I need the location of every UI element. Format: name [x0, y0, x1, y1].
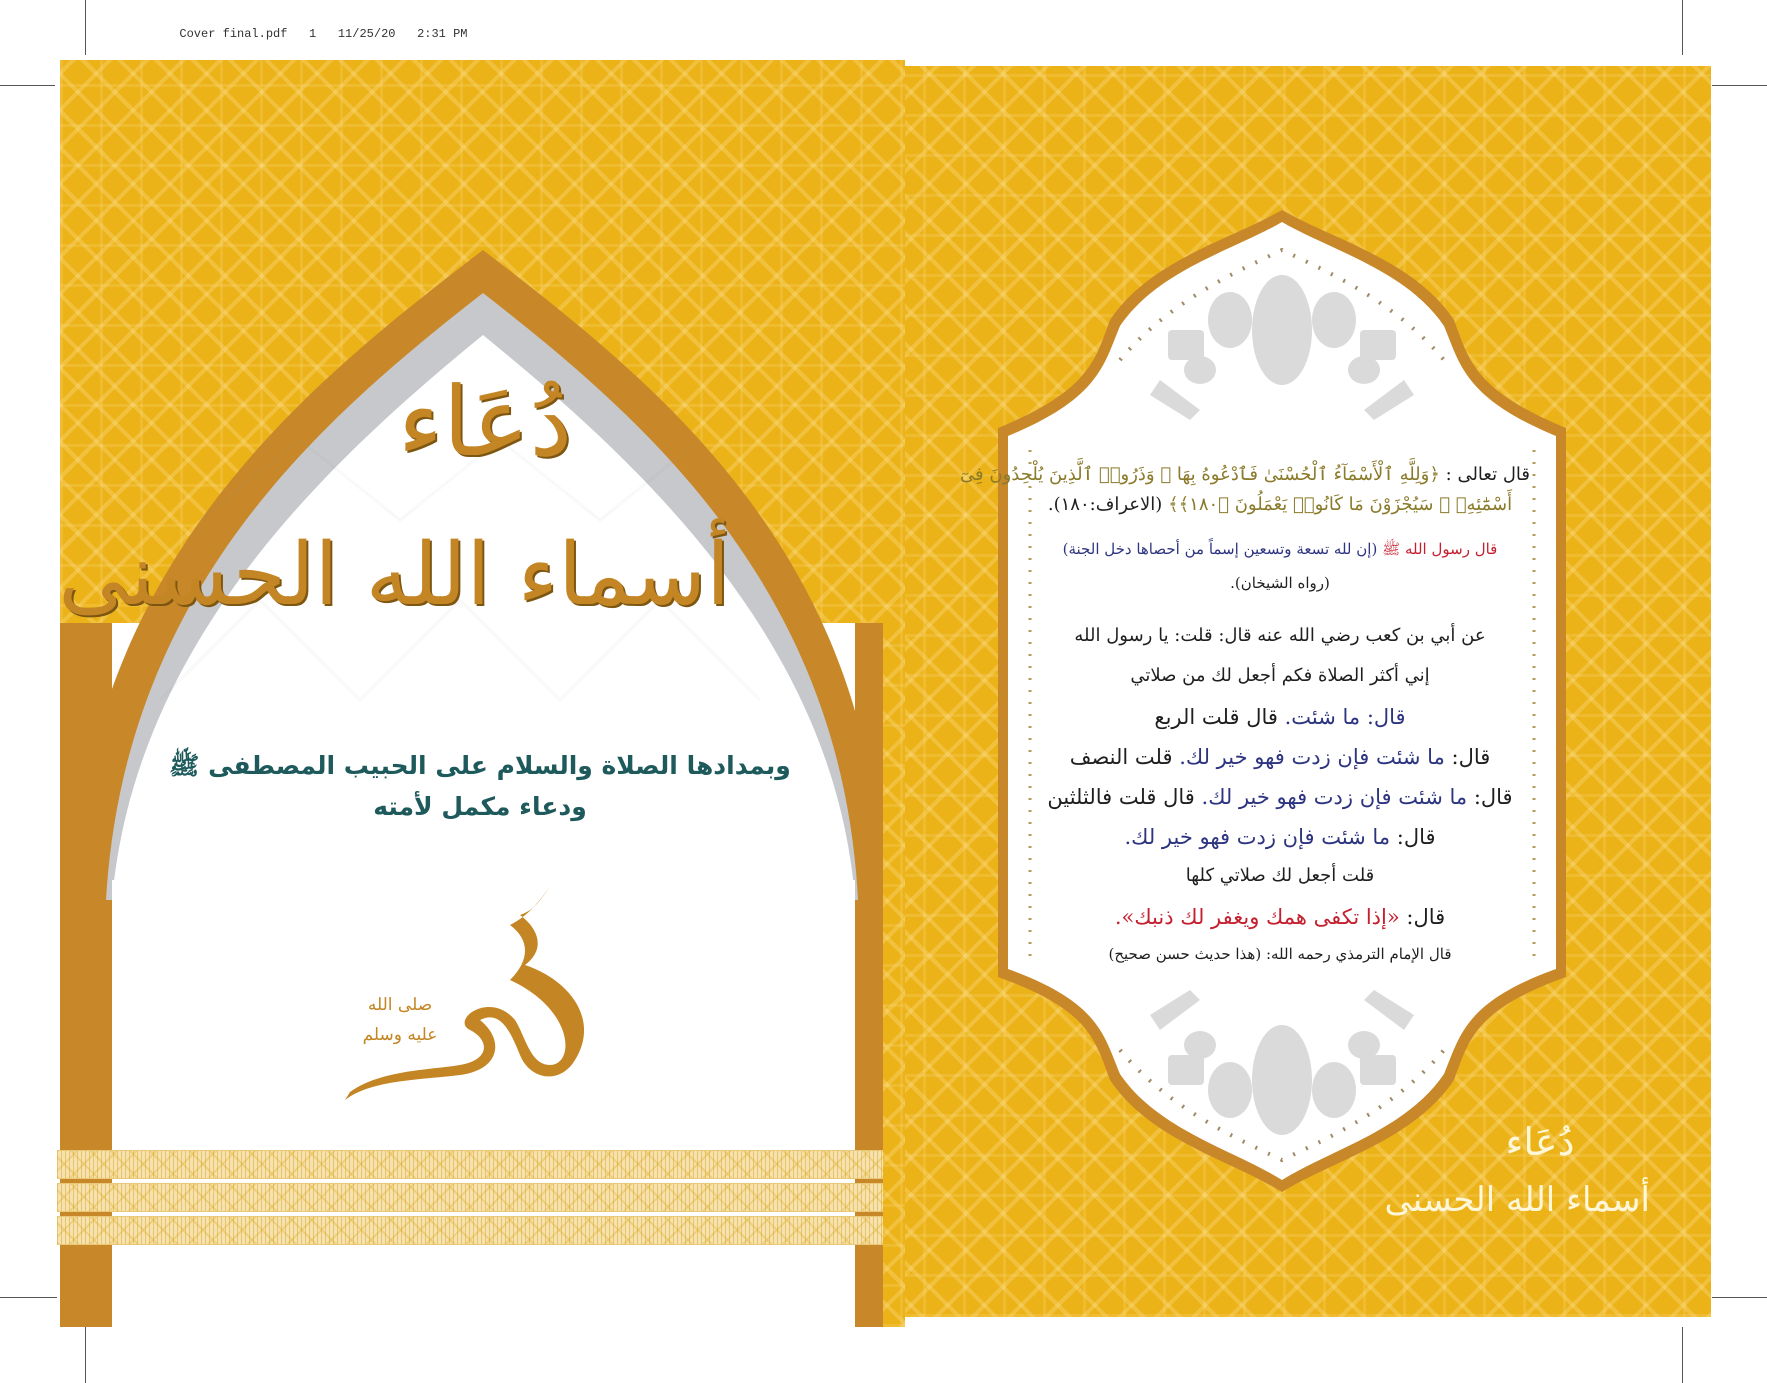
back-small-title-line1: دُعَاء — [1505, 1120, 1575, 1164]
hadith-source: (رواه الشيخان). — [1230, 574, 1330, 592]
hadith-intro: قال رسول الله ﷺ — [1382, 540, 1498, 558]
print-date: 11/25/20 — [337, 27, 396, 41]
narration-segment: قلت النصف — [1069, 745, 1180, 769]
hadith-line — [1030, 540, 1530, 562]
verse-line-1 — [960, 464, 1530, 485]
salutation-seal: صلى الله عليه وسلم — [362, 995, 438, 1045]
narration-line — [1030, 705, 1530, 729]
narration-line — [1030, 625, 1530, 646]
narration-line — [1030, 785, 1530, 809]
narration-segment: قال: — [1467, 785, 1513, 809]
print-filename: Cover final.pdf — [179, 27, 288, 41]
front-subtitle-line1: وبمدادها الصلاة والسلام على الحبيب المصطفى ﷺ — [169, 751, 791, 780]
print-page: 1 — [309, 27, 317, 41]
narration-segment: ما شئت فإن زدت فهو خير لك. — [1179, 745, 1445, 769]
narration-segment: قال قلت فالثلثين — [1047, 785, 1202, 809]
narration-segment: قال قلت الربع — [1154, 705, 1285, 729]
verse-reference: (الاعراف:١٨٠). — [1047, 494, 1163, 515]
verse-intro: قال تعالى : — [1445, 464, 1530, 485]
print-time: 2:31 PM — [417, 27, 468, 41]
narration-segment: ما شئت فإن زدت فهو خير لك. — [1124, 825, 1391, 849]
narration-segment: إني أكثر الصلاة فكم أجعل لك من صلاتي — [1130, 665, 1430, 686]
grading-line: قال الإمام الترمذي رحمه الله: (هذا حديث حسن صحيح) — [1108, 945, 1452, 963]
narration-segment: ما شئت فإن زدت فهو خير لك. — [1201, 785, 1468, 809]
front-subtitle-line2: ودعاء مكمل لأمته — [373, 792, 587, 821]
narration-segment: قال: — [1399, 905, 1446, 929]
verse-text-2: أَسْمَٰٓئِهِۦ ۚ سَيُجْزَوْنَ مَا كَانُوا۟ يَعْمَلُونَ ﴿١٨٠﴾﴾ — [1168, 494, 1513, 515]
narration-line — [1030, 745, 1530, 769]
narration-line — [1030, 665, 1530, 686]
narration-segment: قلت أجعل لك صلاتي كلها — [1185, 865, 1375, 886]
narration-segment: «إذا تكفى همك ويغفر لك ذنبك». — [1114, 905, 1400, 929]
front-title-line1: دُعَاء — [397, 366, 573, 478]
back-small-title-line2: أسماء الله الحسنى — [1384, 1180, 1650, 1220]
narration-segment: قال: — [1444, 745, 1491, 769]
narration-segment: عن أبي بن كعب رضي الله عنه قال: قلت: يا رسول الله — [1074, 625, 1486, 646]
verse-text-1: ﴿وَلِلَّهِ ٱلْأَسْمَآءُ ٱلْحُسْنَىٰ فَٱدْعُوهُ بِهَا ۖ وَذَرُوا۟ ٱلَّذِينَ يُلْحِدُونَ فِىٓ — [960, 464, 1440, 485]
narration-line — [1030, 865, 1530, 886]
front-title-line2: أسماء الله الحسنى — [58, 525, 730, 625]
narration-segment: قال: — [1390, 825, 1436, 849]
narration-segment: قال: ما شئت. — [1284, 705, 1406, 729]
narration-line — [1030, 905, 1530, 929]
narration-line — [1030, 825, 1530, 849]
hadith-text: (إن لله تسعة وتسعين إسماً من أحصاها دخل الجنة) — [1062, 540, 1378, 558]
verse-line-2 — [1030, 494, 1530, 515]
